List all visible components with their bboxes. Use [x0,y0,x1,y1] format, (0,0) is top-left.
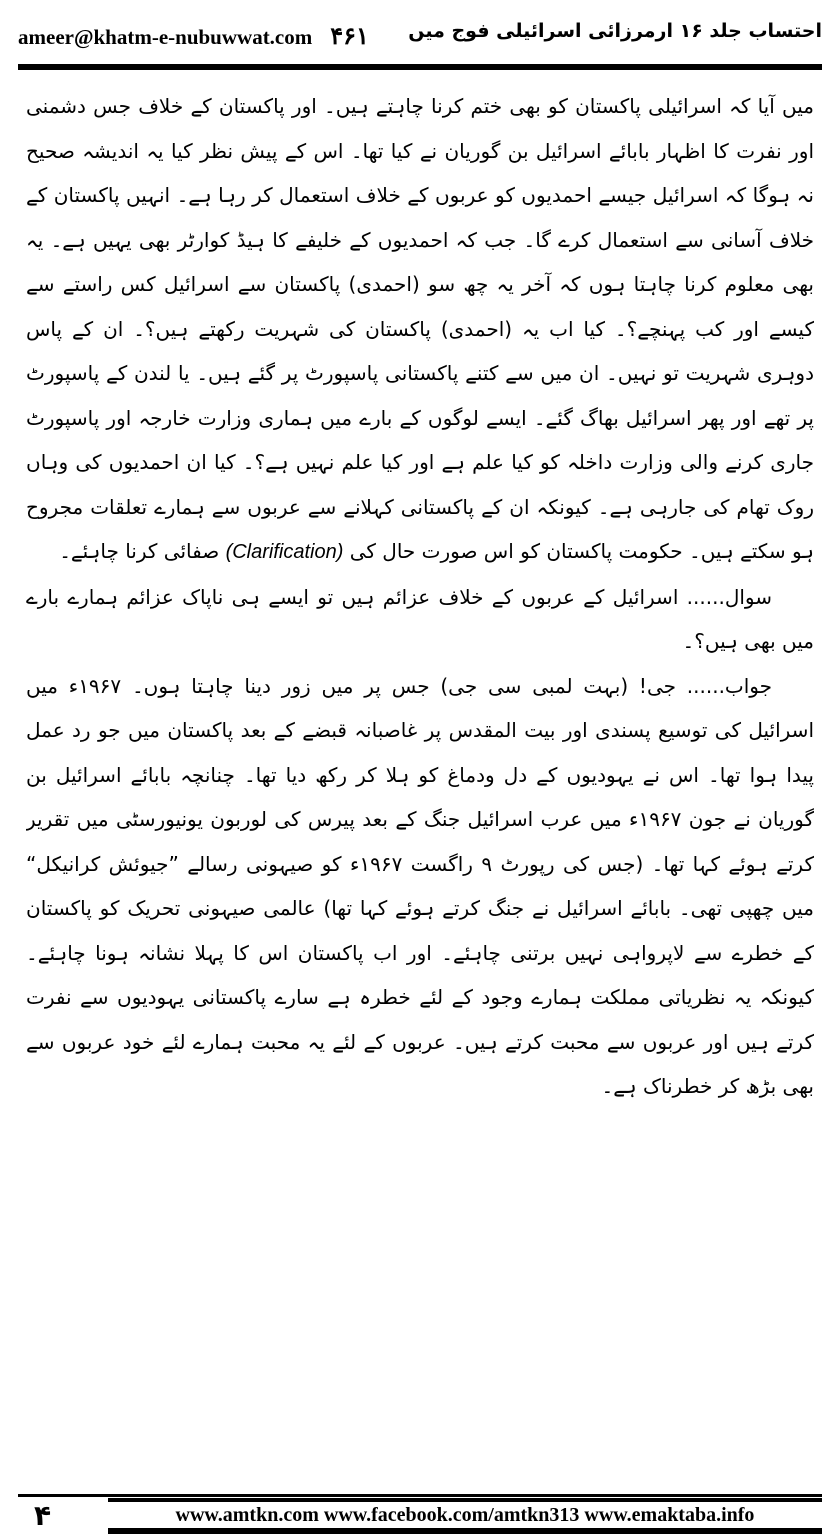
footer-page-number: ۴ [18,1498,96,1534]
footer-links[interactable]: www.amtkn.com www.facebook.com/amtkn313 www.emaktaba.info [108,1502,822,1528]
page-header [18,14,822,58]
footer-rule [18,1494,822,1497]
paragraph-1-text: میں آیا کہ اسرائیلی پاکستان کو بھی ختم کرنا چاہتے ہیں۔ اور پاکستان کے خلاف جس دشمنی اور نفرت کا اظہار بابائے اسرائیل بن گوریان نے کیا تھا۔ اس کے پیش نظر کیا یہ اندیشہ صحیح نہ ہوگا کہ اسرائیل جیسے احمدیوں کو عربوں کے خلاف استعمال کر رہا ہے۔ انہیں پاکستان کے خلاف آسانی سے استعمال کرے گا۔ جب کہ احمدیوں کے خلیفے کا ہیڈ کوارٹر بھی یہیں ہے۔ یہ بھی معلوم کرنا چاہتا ہوں کہ آخر یہ چھ سو (احمدی) پاکستان سے اسرائیل کس راستے سے کیسے اور کب پہنچے؟۔ کیا اب یہ (احمدی) پاکستان کی شہریت رکھتے ہیں؟۔ ان کے پاس دوہری شہریت تو نہیں۔ ان میں سے کتنے پاکستانی پاسپورٹ پر گئے ہیں۔ یا لندن کے پاسپورٹ پر تھے اور پھر اسرائیل بھاگ گئے۔ ایسے لوگوں کے بارے میں ہماری وزارت خارجہ اور پاسپورٹ جاری کرنے والی وزارت داخلہ کو کیا علم ہے اور کیا علم نہیں ہے؟۔ کیا ان احمدیوں کی وہاں روک تھام کی جارہی ہے۔ کیونکہ ان کے پاکستانی کہلانے سے عربوں سے ہمارے تعلقات مجروح ہو سکتے ہیں۔ حکومت پاکستان کو اس صورت حال کی [26,94,814,563]
header-left [18,22,369,51]
header-page-number: ۴۶۱ [330,24,369,50]
paragraph-1-tail: صفائی کرنا چاہئے۔ [59,539,220,563]
paragraph-2-question: سوال...... اسرائیل کے عربوں کے خلاف عزائم ہیں تو ایسے ہی ناپاک عزائم ہمارے بارے میں بھی ہیں؟۔ [26,584,814,653]
page-footer [18,1498,822,1534]
paragraph-1 [26,84,814,575]
header-email: ameer@khatm-e-nubuwwat.com [18,25,313,49]
body-text [26,84,814,1454]
header-title: احتساب جلد ۱۶ ارمرزائی اسرائیلی فوج میں [408,20,822,42]
header-rule [18,64,822,70]
paragraph-1-latin-term: (Clarification) [225,541,344,563]
paragraph-3-answer: جواب...... جی! (بہت لمبی سی جی) جس پر میں زور دینا چاہتا ہوں۔ ۱۹۶۷ء میں اسرائیل کی توسیع پسندی اور بیت المقدس پر غاصبانہ قبضے کے بعد پاکستان میں جو رد عمل پیدا ہوا تھا۔ اس نے یہودیوں کے دل ودماغ کو ہلا کر رکھ دیا تھا۔ چنانچہ بابائے اسرائیل بن گوریان نے جون ۱۹۶۷ء میں عرب اسرائیل جنگ کے بعد پیرس کی لوربون یونیورسٹی میں تقریر کرتے ہوئے کہا تھا۔ (جس کی رپورٹ ۹ راگست ۱۹۶۷ء کو صیہونی رسالے ”جیوئش کرانیکل“ میں چھپی تھی۔ بابائے اسرائیل نے جنگ کرتے ہوئے کہا تھا) عالمی صیہونی تحریک کو پاکستان کے خطرے سے لاپرواہی نہیں برتنی چاہئے۔ اور اب پاکستان اس کا پہلا نشانہ ہونا چاہئے۔ کیونکہ یہ نظریاتی مملکت ہمارے وجود کے لئے خطرہ ہے سارے پاکستانی یہودیوں سے نفرت کرتے ہیں اور عربوں سے محبت کرتے ہیں۔ عربوں کے لئے یہ محبت ہمارے لئے خود عربوں سے بھی بڑھ کر خطرناک ہے۔ [26,673,814,1098]
